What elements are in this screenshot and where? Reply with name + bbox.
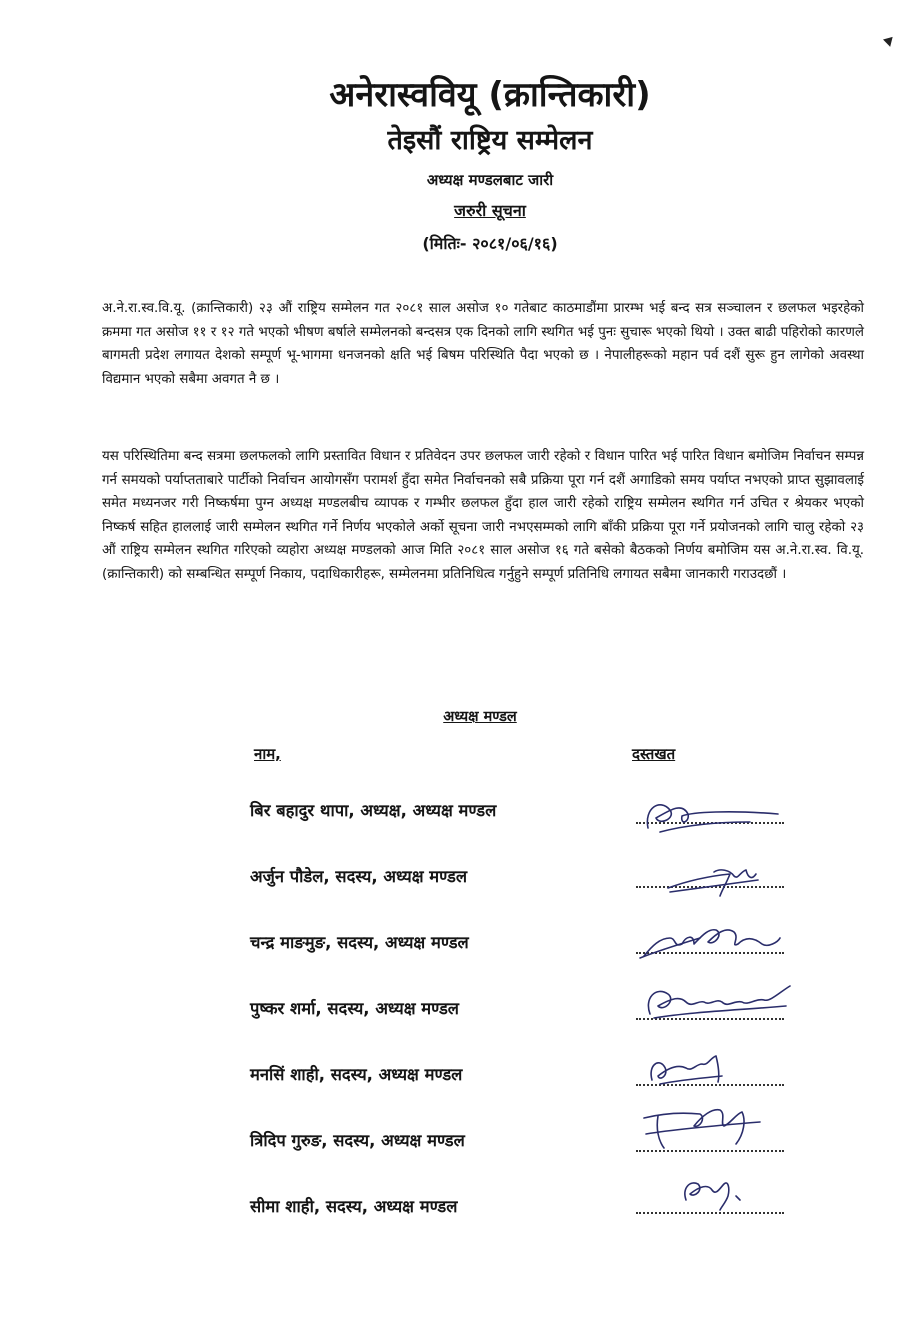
signature-2 — [630, 850, 800, 910]
member-name: सीमा शाही, सदस्य, अध्यक्ष मण्डल — [250, 1197, 458, 1216]
body-paragraph-1: अ.ने.रा.स्व.वि.यू. (क्रान्तिकारी) २३ औं राष्ट्रिय सम्मेलन गत २०८१ साल असोज १० गतेबाट काठमाडौंमा प्रारम्भ भई बन्द सत्र सञ्चालन र छलफल भइरहेको क्रममा गत असोज ११ र १२ गते भएको भीषण बर्षाले सम्मेलनको बन्दसत्र एक दिनको लागि स्थगित भई पुनः सुचारू भएको थियो । उक्त बाढी पहिरोको कारणले बागमती प्रदेश लगायत देशको सम्पूर्ण भू-भागमा धनजनको क्षति भई बिषम परिस्थिति पैदा भएको छ । नेपालीहरूको महान पर्व दशैं सुरू हुन लागेको अवस्था विद्यमान भएको सबैमा अवगत नै छ । — [102, 301, 864, 387]
member-name: चन्द्र माङमुङ, सदस्य, अध्यक्ष मण्डल — [250, 933, 469, 952]
member-name: बिर बहादुर थापा, अध्यक्ष, अध्यक्ष मण्डल — [250, 801, 497, 820]
conference-title: तेइसौं राष्ट्रिय सम्मेलन — [387, 125, 593, 156]
signature-7 — [630, 1160, 800, 1220]
notice-heading: जरुरी सूचना — [454, 201, 526, 220]
member-name: पुष्कर शर्मा, सदस्य, अध्यक्ष मण्डल — [250, 999, 459, 1018]
signature-5 — [630, 1040, 800, 1100]
notice-date: (मितिः- २०८१/०६/१६) — [422, 234, 558, 253]
organization-title: अनेरास्ववियू (क्रान्तिकारी) — [329, 75, 651, 115]
signature-column-header: दस्तखत — [632, 745, 676, 763]
signature-3 — [630, 908, 800, 968]
body-paragraph-2: यस परिस्थितिमा बन्द सत्रमा छलफलको लागि प्रस्तावित विधान र प्रतिवेदन उपर छलफल जारी रहेको र विधान पारित भई पारित विधान बमोजिम निर्वाचन सम्पन्न गर्न समयको पर्याप्तताबारे पार्टीको निर्वाचन आयोगसँग परामर्श हुँदा समेत निर्वाचनको सबै प्रक्रिया पूरा गर्न दशैं अगाडिको समय पर्याप्त नभएको प्राप्त सुझावलाई समेत मध्यनजर गरी निष्कर्षमा पुग्न अध्यक्ष मण्डलबीच व्यापक र गम्भीर छलफल हुँदा हाल जारी रहेको राष्ट्रिय सम्मेलन स्थगित गर्न उचित र श्रेयकर भएको निष्कर्ष सहित हाललाई जारी सम्मेलन स्थगित गर्ने निर्णय भएकोले अर्को सूचना जारी नभएसम्मको लागि बाँकी प्रक्रिया पूरा गर्ने प्रयोजनको लागि चालु रहेको २३ औं राष्ट्रिय सम्मेलन स्थगित गरिएको व्यहोरा अध्यक्ष मण्डलको आज मिति २०८१ साल असोज १६ गते बसेको बैठकको निर्णय बमोजिम यस अ.ने.रा.स्व. वि.यू. (क्रान्तिकारी) को सम्बन्धित सम्पूर्ण निकाय, पदाधिकारीहरू, सम्मेलनमा प्रतिनिधित्व गर्नुहुने सम्पूर्ण प्रतिनिधि लगायत सबैमा जानकारी गराउदछौं । — [102, 449, 864, 582]
signature-4 — [630, 972, 800, 1032]
signature-1 — [630, 788, 800, 848]
member-name: त्रिदिप गुरुङ, सदस्य, अध्यक्ष मण्डल — [250, 1131, 465, 1150]
signature-6 — [630, 1094, 800, 1154]
member-name: अर्जुन पौडेल, सदस्य, अध्यक्ष मण्डल — [250, 867, 468, 886]
issuer-line: अध्यक्ष मण्डलबाट जारी — [426, 171, 554, 189]
presidium-heading: अध्यक्ष मण्डल — [443, 709, 517, 725]
name-column-header: नाम, — [254, 745, 281, 763]
member-name: मनसिं शाही, सदस्य, अध्यक्ष मण्डल — [250, 1065, 463, 1084]
corner-mark — [883, 37, 895, 48]
